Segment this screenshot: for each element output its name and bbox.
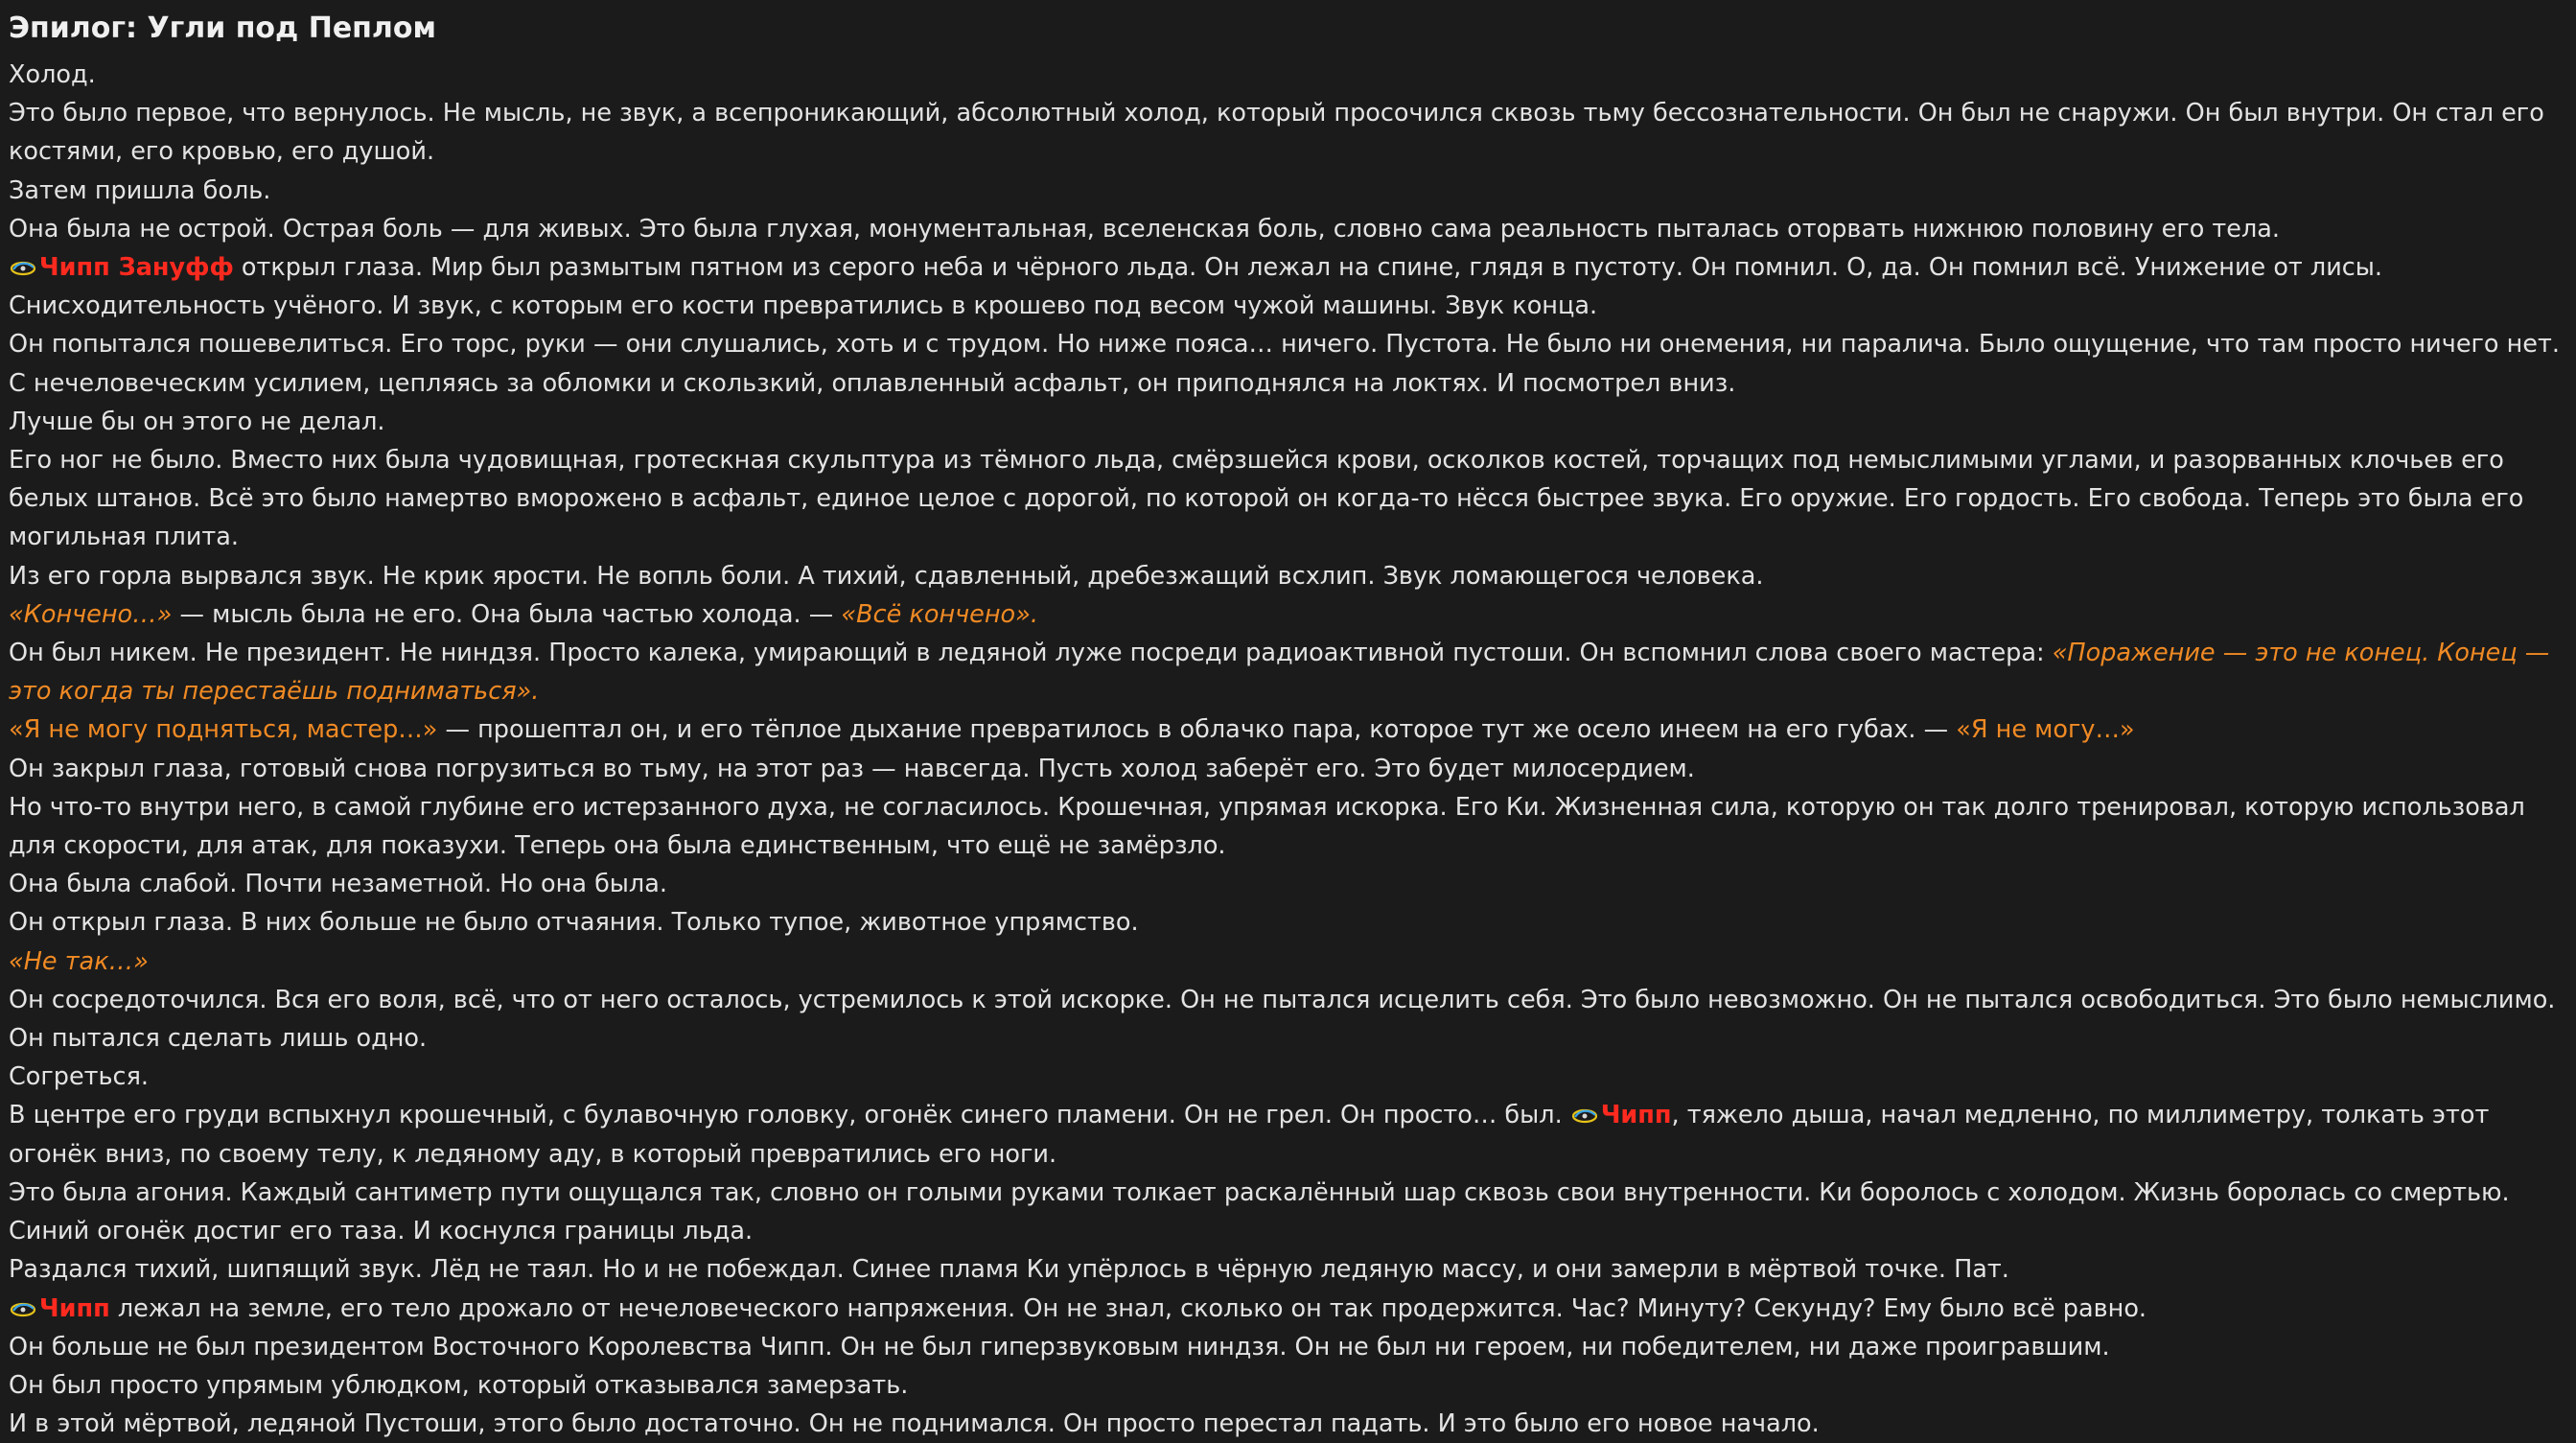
paragraph — [9, 1290, 2568, 1328]
paragraph: Он попытался пошевелиться. Его торс, руки — они слушались, хоть и с трудом. Но ниже пояса… ничего. Пустота. Не было ни онемения, ни паралича. Было ощущение, что там просто ничего нет. — [9, 330, 2560, 360]
character-icon — [9, 1299, 37, 1318]
paragraph: Она была не острой. Острая боль — для живых. Это была глухая, монументальная, вселенская боль, словно сама реальность пыталась оторвать нижнюю половину его тела. — [9, 214, 2280, 244]
paragraph-text: открыл глаза. Мир был размытым пятном из серого неба и чёрного льда. Он лежал на спине, глядя в пустоту. Он помнил. О, да. Он помнил всё. Унижение от лисы. Снисходительность учёного. И звук, с которым его кости превратились в крошево под весом чужой машины. Звук конца. — [9, 253, 2383, 321]
speech-quote: «Я не могу подняться, мастер…» — [9, 715, 438, 745]
paragraph: И в этой мёртвой, ледяной Пустоши, этого было достаточно. Он не поднимался. Он просто перестал падать. И это было его новое начало. — [9, 1409, 1820, 1439]
document-page — [9, 0, 2568, 1443]
paragraph: Синий огонёк достиг его таза. И коснулся границы льда. — [9, 1217, 754, 1246]
paragraph — [9, 634, 2568, 710]
paragraph: Холод. — [9, 60, 96, 89]
paragraph: Это была агония. Каждый сантиметр пути ощущался так, словно он голыми руками толкает раскалённый шар сквозь свои внутренности. Ки боролось с холодом. Жизнь боролась со смертью. — [9, 1177, 2510, 1207]
paragraph: Раздался тихий, шипящий звук. Лёд не таял. Но и не побеждал. Синее пламя Ки упёрлось в чёрную ледяную массу, и они замерли в мёртвой точке. Пат. — [9, 1255, 2009, 1285]
paragraph: С нечеловеческим усилием, цепляясь за обломки и скользкий, оплавленный асфальт, он приподнялся на локтях. И посмотрел вниз. — [9, 368, 1736, 398]
speech-quote: «Я не могу…» — [1956, 715, 2135, 745]
chapter-title: Эпилог: Угли под Пеплом — [9, 12, 437, 45]
paragraph: Но что-то внутри него, в самой глубине его истерзанного духа, не согласилось. Крошечная, упрямая искорка. Его Ки. Жизненная сила, которую он так долго тренировал, которую использовал для скорости, для атак, для показухи. Теперь она была единственным, что ещё не замёрзло. — [9, 792, 2525, 861]
paragraph: Из его горла вырвался звук. Не крик ярости. Не вопль боли. А тихий, сдавленный, дребезжащий всхлип. Звук ломающегося человека. — [9, 561, 1764, 591]
paragraph: Затем пришла боль. — [9, 175, 271, 205]
character-name: Чипп Зануфф — [39, 253, 234, 283]
paragraph: Его ног не было. Вместо них была чудовищная, гротескная скульптура из тёмного льда, смёрзшейся крови, осколков костей, торчащих под немыслимыми углами, и разорванных клочьев его белых штанов. Всё это было намертво вморожено в асфальт, единое целое с дорогой, по которой он когда-то нёсся быстрее звука. Его оружие. Его гордость. Его свобода. Теперь это была его могильная плита. — [9, 446, 2524, 552]
character-name: Чипп — [1600, 1101, 1672, 1130]
paragraph — [9, 595, 2568, 634]
paragraph: Он закрыл глаза, готовый снова погрузиться во тьму, на этот раз — навсегда. Пусть холод заберёт его. Это будет милосердием. — [9, 754, 1695, 783]
paragraph-text: , тяжело дыша, начал медленно, по миллиметру, толкать этот огонёк вниз, по своему телу, к ледяному аду, в который превратились его ноги. — [9, 1101, 2490, 1169]
paragraph: Он открыл глаза. В них больше не было отчаяния. Только тупое, животное упрямство. — [9, 908, 1139, 938]
paragraph — [9, 710, 2568, 749]
master-quote: «Поражение — это не конец. Конец — это когда ты перестаёшь подниматься». — [9, 639, 2550, 707]
paragraph: Это было первое, что вернулось. Не мысль, не звук, а всепроникающий, абсолютный холод, который просочился сквозь тьму бессознательности. Он был не снаружи. Он был внутри. Он стал его костями, его кровью, его душой. — [9, 99, 2544, 167]
character-icon — [1570, 1106, 1599, 1125]
character-icon — [9, 258, 37, 277]
paragraph: Она была слабой. Почти незаметной. Но она была. — [9, 870, 667, 899]
paragraph-text: лежал на земле, его тело дрожало от нечеловеческого напряжения. Он не знал, сколько он так продержится. Час? Минуту? Секунду? Ему было всё равно. — [109, 1293, 2147, 1323]
character-name: Чипп — [39, 1293, 110, 1323]
thought-quote: «Всё кончено». — [841, 599, 1038, 629]
paragraph — [9, 1096, 2568, 1173]
paragraph: Он был просто упрямым ублюдком, который отказывался замерзать. — [9, 1370, 909, 1400]
paragraph: Лучше бы он этого не делал. — [9, 407, 385, 436]
paragraph: Согреться. — [9, 1062, 150, 1092]
paragraph — [9, 248, 2568, 325]
thought-quote: «Не так…» — [9, 946, 149, 976]
paragraph-text: — прошептал он, и его тёплое дыхание превратилось в облачко пара, которое тут же осело инеем на его губах. — — [437, 715, 1957, 745]
paragraph: Он больше не был президентом Восточного Королевства Чипп. Он не был гиперзвуковым ниндзя. Он не был ни героем, ни победителем, ни даже проигравшим. — [9, 1332, 2110, 1362]
paragraph: Он сосредоточился. Вся его воля, всё, что от него осталось, устремилось к этой искорке. Он не пытался исцелить себя. Это было невозможно. Он не пытался освободиться. Это было немыслимо. Он пытался сделать лишь одно. — [9, 985, 2556, 1054]
paragraph-text: Он был никем. Не президент. Не ниндзя. Просто калека, умирающий в ледяной луже посреди радиоактивной пустоши. Он вспомнил слова своего мастера: — [9, 639, 2053, 668]
paragraph-text: В центре его груди вспыхнул крошечный, с булавочную головку, огонёк синего пламени. Он не грел. Он просто… был. — [9, 1101, 1570, 1130]
thought-quote: «Кончено…» — [9, 599, 173, 629]
paragraph-text: — мысль была не его. Она была частью холода. — — [172, 599, 842, 629]
